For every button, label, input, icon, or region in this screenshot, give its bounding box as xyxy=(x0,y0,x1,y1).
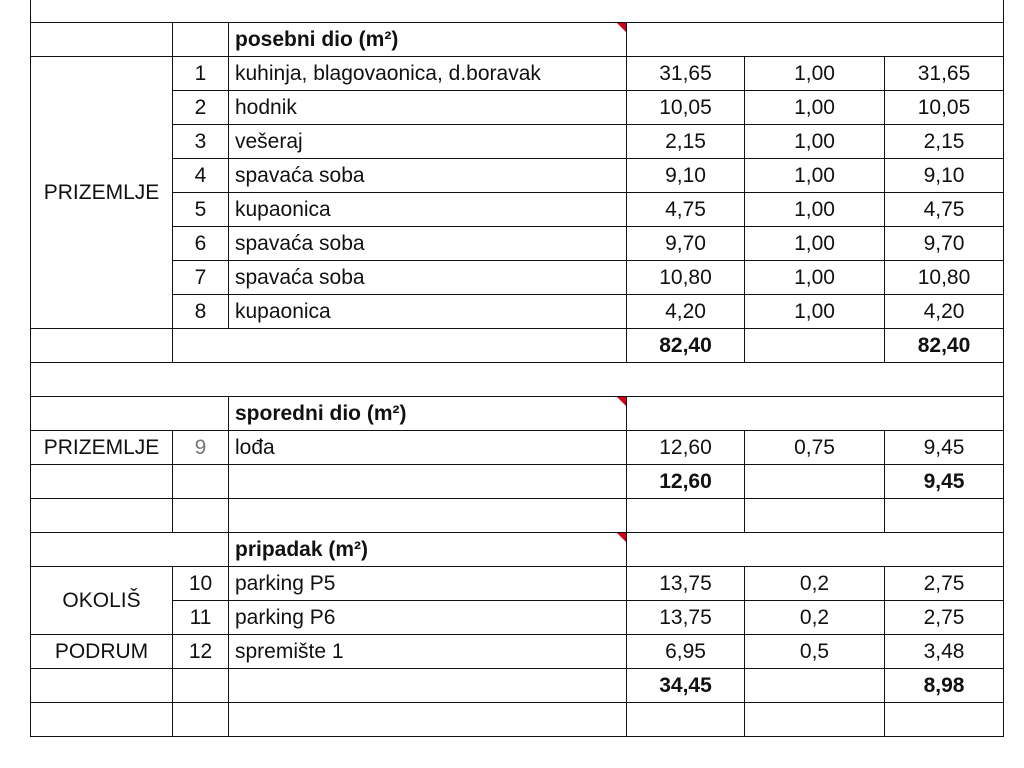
area-value: 31,65 xyxy=(627,57,745,91)
sum-row xyxy=(31,669,1004,703)
section-header-row xyxy=(31,533,1004,567)
table-row xyxy=(31,91,1004,125)
room-name: parking P5 xyxy=(229,567,627,601)
total-value: 31,65 xyxy=(885,57,1004,91)
empty-cell xyxy=(627,23,1004,57)
area-value: 10,05 xyxy=(627,91,745,125)
empty-cell xyxy=(31,533,229,567)
empty-cell xyxy=(745,669,885,703)
coefficient-value: 1,00 xyxy=(745,125,885,159)
blank-row xyxy=(31,363,1004,397)
table-row xyxy=(31,295,1004,329)
table-row xyxy=(31,261,1004,295)
coefficient-value: 1,00 xyxy=(745,227,885,261)
area-value: 4,20 xyxy=(627,295,745,329)
empty-cell xyxy=(31,703,173,737)
empty-cell xyxy=(745,465,885,499)
area-table xyxy=(30,0,1004,737)
total-value: 3,48 xyxy=(885,635,1004,669)
empty-cell xyxy=(173,703,229,737)
total-value: 10,05 xyxy=(885,91,1004,125)
empty-cell xyxy=(31,465,173,499)
coefficient-value: 0,5 xyxy=(745,635,885,669)
empty-cell xyxy=(627,499,745,533)
section-header-row xyxy=(31,397,1004,431)
row-number: 4 xyxy=(173,159,229,193)
empty-cell xyxy=(173,23,229,57)
blank-row xyxy=(31,0,1004,23)
row-number: 8 xyxy=(173,295,229,329)
empty-cell xyxy=(31,363,1004,397)
area-value: 9,70 xyxy=(627,227,745,261)
row-number: 2 xyxy=(173,91,229,125)
sum-area: 34,45 xyxy=(627,669,745,703)
coefficient-value: 1,00 xyxy=(745,193,885,227)
row-number: 6 xyxy=(173,227,229,261)
empty-cell xyxy=(627,703,745,737)
row-number: 10 xyxy=(173,567,229,601)
total-value: 2,15 xyxy=(885,125,1004,159)
area-value: 4,75 xyxy=(627,193,745,227)
coefficient-value: 0,75 xyxy=(745,431,885,465)
coefficient-value: 1,00 xyxy=(745,159,885,193)
room-name: spremište 1 xyxy=(229,635,627,669)
empty-cell xyxy=(173,329,627,363)
room-name: kupaonica xyxy=(229,295,627,329)
table-row xyxy=(31,567,1004,601)
total-value: 4,20 xyxy=(885,295,1004,329)
area-value: 10,80 xyxy=(627,261,745,295)
empty-cell xyxy=(745,499,885,533)
sum-total: 9,45 xyxy=(885,465,1004,499)
empty-cell xyxy=(31,329,173,363)
empty-cell xyxy=(745,703,885,737)
room-name: spavaća soba xyxy=(229,159,627,193)
location-cell: PRIZEMLJE xyxy=(31,431,173,465)
sum-row xyxy=(31,329,1004,363)
empty-cell xyxy=(229,465,627,499)
room-name: spavaća soba xyxy=(229,227,627,261)
table-row xyxy=(31,57,1004,91)
row-number: 5 xyxy=(173,193,229,227)
empty-cell xyxy=(745,329,885,363)
sum-area: 82,40 xyxy=(627,329,745,363)
total-value: 4,75 xyxy=(885,193,1004,227)
empty-cell xyxy=(31,499,173,533)
row-number: 12 xyxy=(173,635,229,669)
total-value: 2,75 xyxy=(885,567,1004,601)
section-title-pripadak: pripadak (m²) xyxy=(229,533,627,567)
area-value: 2,15 xyxy=(627,125,745,159)
section-title-sporedni: sporedni dio (m²) xyxy=(229,397,627,431)
table-row xyxy=(31,601,1004,635)
area-value: 12,60 xyxy=(627,431,745,465)
room-name: kupaonica xyxy=(229,193,627,227)
room-name: parking P6 xyxy=(229,601,627,635)
sum-row xyxy=(31,465,1004,499)
empty-cell xyxy=(31,0,1004,23)
empty-cell xyxy=(627,397,1004,431)
table-row xyxy=(31,125,1004,159)
section-title-posebni: posebni dio (m²) xyxy=(229,23,627,57)
table-row xyxy=(31,227,1004,261)
coefficient-value: 0,2 xyxy=(745,567,885,601)
row-number: 7 xyxy=(173,261,229,295)
empty-cell xyxy=(173,465,229,499)
empty-cell xyxy=(627,533,1004,567)
table-row xyxy=(31,635,1004,669)
room-name: vešeraj xyxy=(229,125,627,159)
coefficient-value: 1,00 xyxy=(745,91,885,125)
table-row xyxy=(31,431,1004,465)
empty-cell xyxy=(229,669,627,703)
coefficient-value: 1,00 xyxy=(745,295,885,329)
total-value: 9,70 xyxy=(885,227,1004,261)
area-value: 13,75 xyxy=(627,601,745,635)
empty-cell xyxy=(229,703,627,737)
empty-cell xyxy=(229,499,627,533)
table-row xyxy=(31,193,1004,227)
total-value: 10,80 xyxy=(885,261,1004,295)
blank-row xyxy=(31,703,1004,737)
row-number: 3 xyxy=(173,125,229,159)
total-value: 2,75 xyxy=(885,601,1004,635)
coefficient-value: 1,00 xyxy=(745,261,885,295)
table-row xyxy=(31,159,1004,193)
room-name: hodnik xyxy=(229,91,627,125)
empty-cell xyxy=(885,703,1004,737)
section-header-row xyxy=(31,23,1004,57)
empty-cell xyxy=(885,499,1004,533)
coefficient-value: 1,00 xyxy=(745,57,885,91)
empty-cell xyxy=(31,669,173,703)
location-cell: OKOLIŠ xyxy=(31,567,173,635)
area-value: 9,10 xyxy=(627,159,745,193)
blank-row xyxy=(31,499,1004,533)
room-name: spavaća soba xyxy=(229,261,627,295)
room-name: kuhinja, blagovaonica, d.boravak xyxy=(229,57,627,91)
area-value: 6,95 xyxy=(627,635,745,669)
empty-cell xyxy=(31,23,173,57)
empty-cell xyxy=(173,669,229,703)
sum-total: 82,40 xyxy=(885,329,1004,363)
coefficient-value: 0,2 xyxy=(745,601,885,635)
location-cell: PODRUM xyxy=(31,635,173,669)
total-value: 9,10 xyxy=(885,159,1004,193)
row-number: 11 xyxy=(173,601,229,635)
area-value: 13,75 xyxy=(627,567,745,601)
sum-area: 12,60 xyxy=(627,465,745,499)
row-number: 9 xyxy=(173,431,229,465)
total-value: 9,45 xyxy=(885,431,1004,465)
sum-total: 8,98 xyxy=(885,669,1004,703)
location-cell: PRIZEMLJE xyxy=(31,57,173,329)
row-number: 1 xyxy=(173,57,229,91)
room-name: lođa xyxy=(229,431,627,465)
empty-cell xyxy=(173,499,229,533)
empty-cell xyxy=(31,397,229,431)
